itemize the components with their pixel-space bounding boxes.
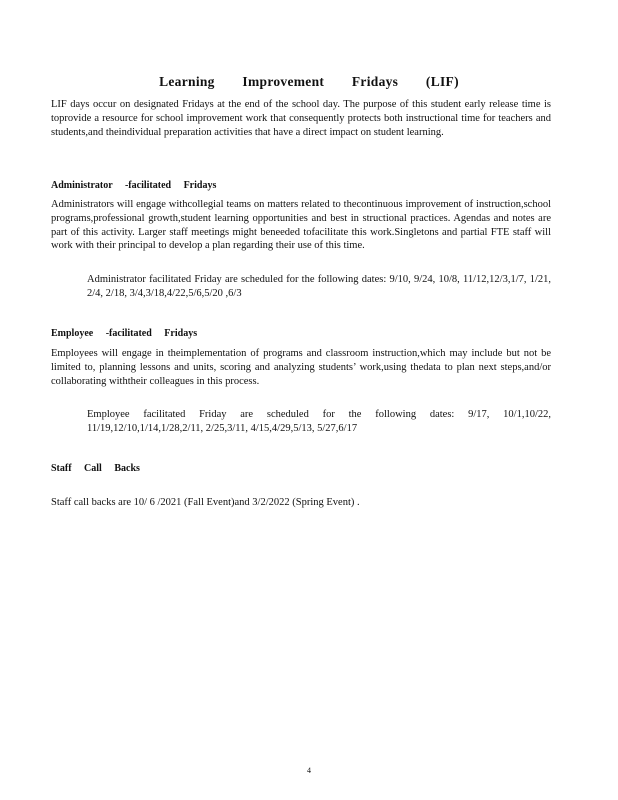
page-number: 4	[307, 766, 311, 775]
callbacks-section-heading: Staff Call Backs	[51, 463, 140, 474]
admin-section-body: Administrators will engage withcollegial teams on matters related to thecontinuous improvement of instruction,school programs,professional growth,student learning opportunities and best in structional practices. Agendas and notes are part of this activity. Larger staff meetings might beneeded tofacilitate this work.Singletons and partial FTE staff will work with their principal to develop a plan regarding their use of this time.	[51, 199, 551, 252]
admin-dates-bullet	[67, 273, 551, 301]
employee-dates-text: Employee facilitated Friday are scheduled for the following dates: 9/17, 10/1,10/22, 11/19,12/10,1/14,1/28,2/11, 2/25,3/11, 4/15,4/29,5/13, 5/27,6/17	[87, 409, 551, 434]
employee-section-body: Employees will engage in theimplementation of programs and classroom instruction,which may include but not be limited to, planning lessons and units, scoring and analyzing students’ work,using thedata to plan next steps,and/or collaborating withtheir colleagues in this process.	[51, 348, 551, 387]
employee-section-heading: Employee -facilitated Fridays	[51, 328, 198, 339]
admin-section-heading: Administrator -facilitated Fridays	[51, 180, 217, 191]
intro-paragraph: LIF days occur on designated Fridays at the end of the school day. The purpose of this student early release time is toprovide a resource for school improvement work that consequently protects both instructional time for teachers and students,and theindividual preparation activities that have a direct impact on student learning.	[51, 99, 551, 138]
page-title: Learning Improvement Fridays (LIF)	[159, 74, 459, 89]
admin-dates-text: Administrator facilitated Friday are scheduled for the following dates: 9/10, 9/24, 10/8, 11/12,12/3,1/7, 1/21, 2/4, 2/18, 3/4,3/18,4/22,5/6,5/20 ,6/3	[87, 274, 551, 299]
callbacks-section-body: Staff call backs are 10/ 6 /2021 (Fall Event)and 3/2/2022 (Spring Event) .	[51, 497, 360, 508]
employee-dates-bullet	[67, 408, 551, 436]
